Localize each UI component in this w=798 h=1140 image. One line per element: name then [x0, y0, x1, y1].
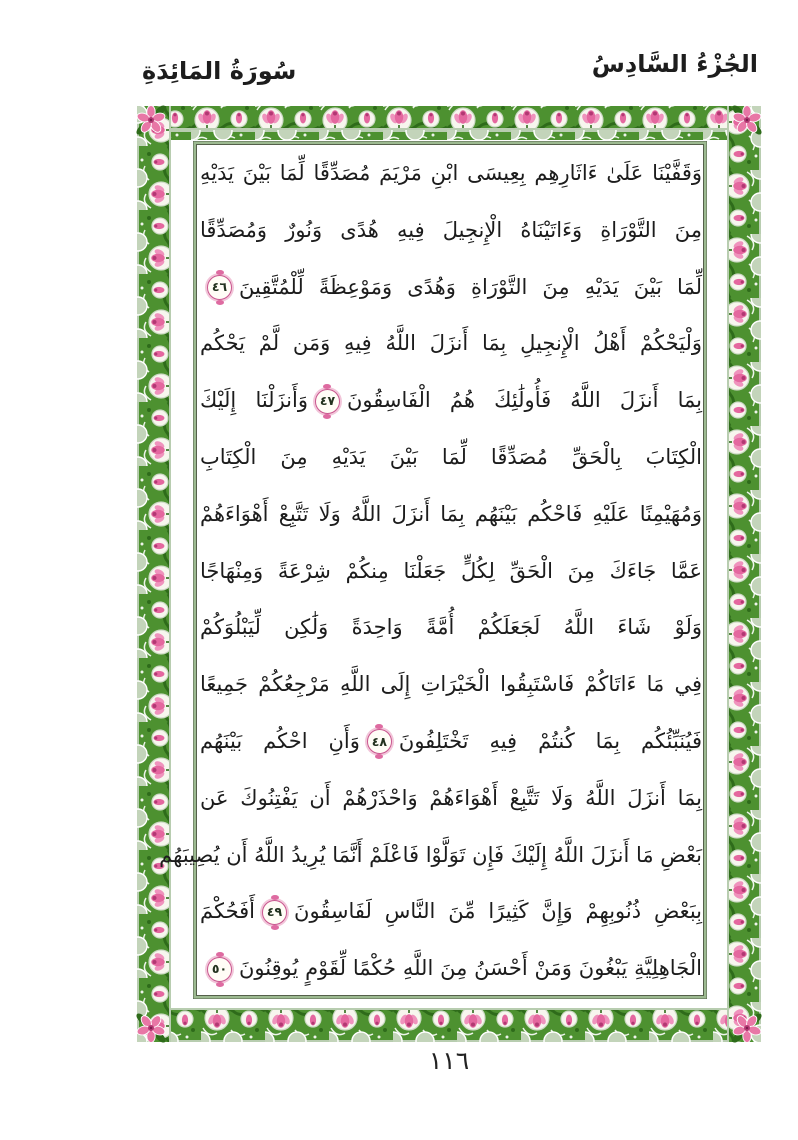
juz-title: الجُزْءُ السَّادِسُ	[591, 50, 758, 78]
quran-line	[200, 713, 702, 770]
verse-number-badge: ٤٨	[367, 729, 392, 754]
quran-line	[200, 656, 702, 713]
verse-text-segment: عَمَّا جَاءَكَ مِنَ الْحَقِّ لِكُلٍّ جَعَلْنَا مِنكُمْ شِرْعَةً وَمِنْهَاجًا	[200, 558, 702, 583]
quran-line	[200, 770, 702, 827]
verse-number-badge: ٤٩	[262, 900, 287, 925]
quran-line	[200, 543, 702, 600]
surah-title: سُورَةُ المَائِدَةِ	[142, 57, 297, 85]
verse-text-segment: مِنَ التَّوْرَاةِ وَءَاتَيْنَاهُ الْإِنجِيلَ فِيهِ هُدًى وَنُورٌ وَمُصَدِّقًا	[200, 217, 702, 242]
quran-line	[200, 202, 702, 259]
verse-number-badge: ٤٦	[207, 275, 232, 300]
verse-text-segment: لِّمَا بَيْنَ يَدَيْهِ مِنَ التَّوْرَاةِ وَهُدًى وَمَوْعِظَةً لِّلْمُتَّقِينَ	[239, 274, 702, 299]
quran-line	[200, 883, 702, 940]
verse-text-segment: وَقَفَّيْنَا عَلَىٰ ءَاثَارِهِم بِعِيسَى ابْنِ مَرْيَمَ مُصَدِّقًا لِّمَا بَيْنَ يَدَيْهِ	[200, 161, 702, 185]
quran-line	[159, 827, 702, 884]
verse-text-segment: الْكِتَابَ بِالْحَقِّ مُصَدِّقًا لِّمَا بَيْنَ يَدَيْهِ مِنَ الْكِتَابِ	[200, 444, 702, 469]
quran-line	[200, 315, 702, 372]
quran-line	[200, 940, 702, 997]
verse-number-badge: ٥٠	[207, 957, 232, 982]
quran-line	[200, 429, 702, 486]
quran-line	[200, 599, 702, 656]
verse-number-badge: ٤٧	[315, 389, 340, 414]
quran-line	[200, 486, 702, 543]
verse-text-segment: بَعْضِ مَا أَنزَلَ اللَّهُ إِلَيْكَ فَإِن تَوَلَّوْا فَاعْلَمْ أَنَّمَا يُرِيدُ اللَّهُ أَن يُصِيبَهُم	[159, 842, 702, 867]
verse-text-segment: وَمُهَيْمِنًا عَلَيْهِ فَاحْكُم بَيْنَهُم بِمَا أَنزَلَ اللَّهُ وَلَا تَتَّبِعْ أَهْوَاءَهُمْ	[200, 501, 702, 526]
verse-text-segment: بِمَا أَنزَلَ اللَّهُ فَأُولَٰئِكَ هُمُ الْفَاسِقُونَ	[346, 388, 702, 413]
verse-text-segment: أَفَحُكْمَ	[200, 899, 256, 924]
verse-text-segment: فَيُنَبِّئُكُم بِمَا كُنتُمْ فِيهِ تَخْتَلِفُونَ	[398, 728, 702, 753]
verse-text-segment: وَلَوْ شَاءَ اللَّهُ لَجَعَلَكُمْ أُمَّةً وَاحِدَةً وَلَٰكِن لِّيَبْلُوَكُمْ	[200, 615, 702, 640]
verse-text-segment: وَأَنزَلْنَا إِلَيْكَ	[200, 388, 308, 413]
verse-text-segment: الْجَاهِلِيَّةِ يَبْغُونَ وَمَنْ أَحْسَنُ مِنَ اللَّهِ حُكْمًا لِّقَوْمٍ يُوقِنُونَ	[239, 956, 702, 981]
verse-text-segment: وَلْيَحْكُمْ أَهْلُ الْإِنجِيلِ بِمَا أَنزَلَ اللَّهُ فِيهِ وَمَن لَّمْ يَحْكُم	[200, 331, 702, 356]
quran-line	[200, 372, 702, 429]
verse-text-segment: فِي مَا ءَاتَاكُمْ فَاسْتَبِقُوا الْخَيْرَاتِ إِلَى اللَّهِ مَرْجِعُكُمْ جَمِيعًا	[200, 672, 702, 697]
verse-text-segment: بِمَا أَنزَلَ اللَّهُ وَلَا تَتَّبِعْ أَهْوَاءَهُمْ وَاحْذَرْهُمْ أَن يَفْتِنُوكَ عَن	[200, 785, 702, 810]
page-number: ١١٦	[428, 1046, 470, 1075]
quran-line	[200, 259, 702, 316]
verse-text-segment: بِبَعْضِ ذُنُوبِهِمْ وَإِنَّ كَثِيرًا مِّنَ النَّاسِ لَفَاسِقُونَ	[294, 899, 702, 924]
quran-line	[200, 145, 702, 202]
quran-lines	[159, 145, 702, 997]
verse-text-segment: وَأَنِ احْكُم بَيْنَهُم	[200, 728, 360, 753]
